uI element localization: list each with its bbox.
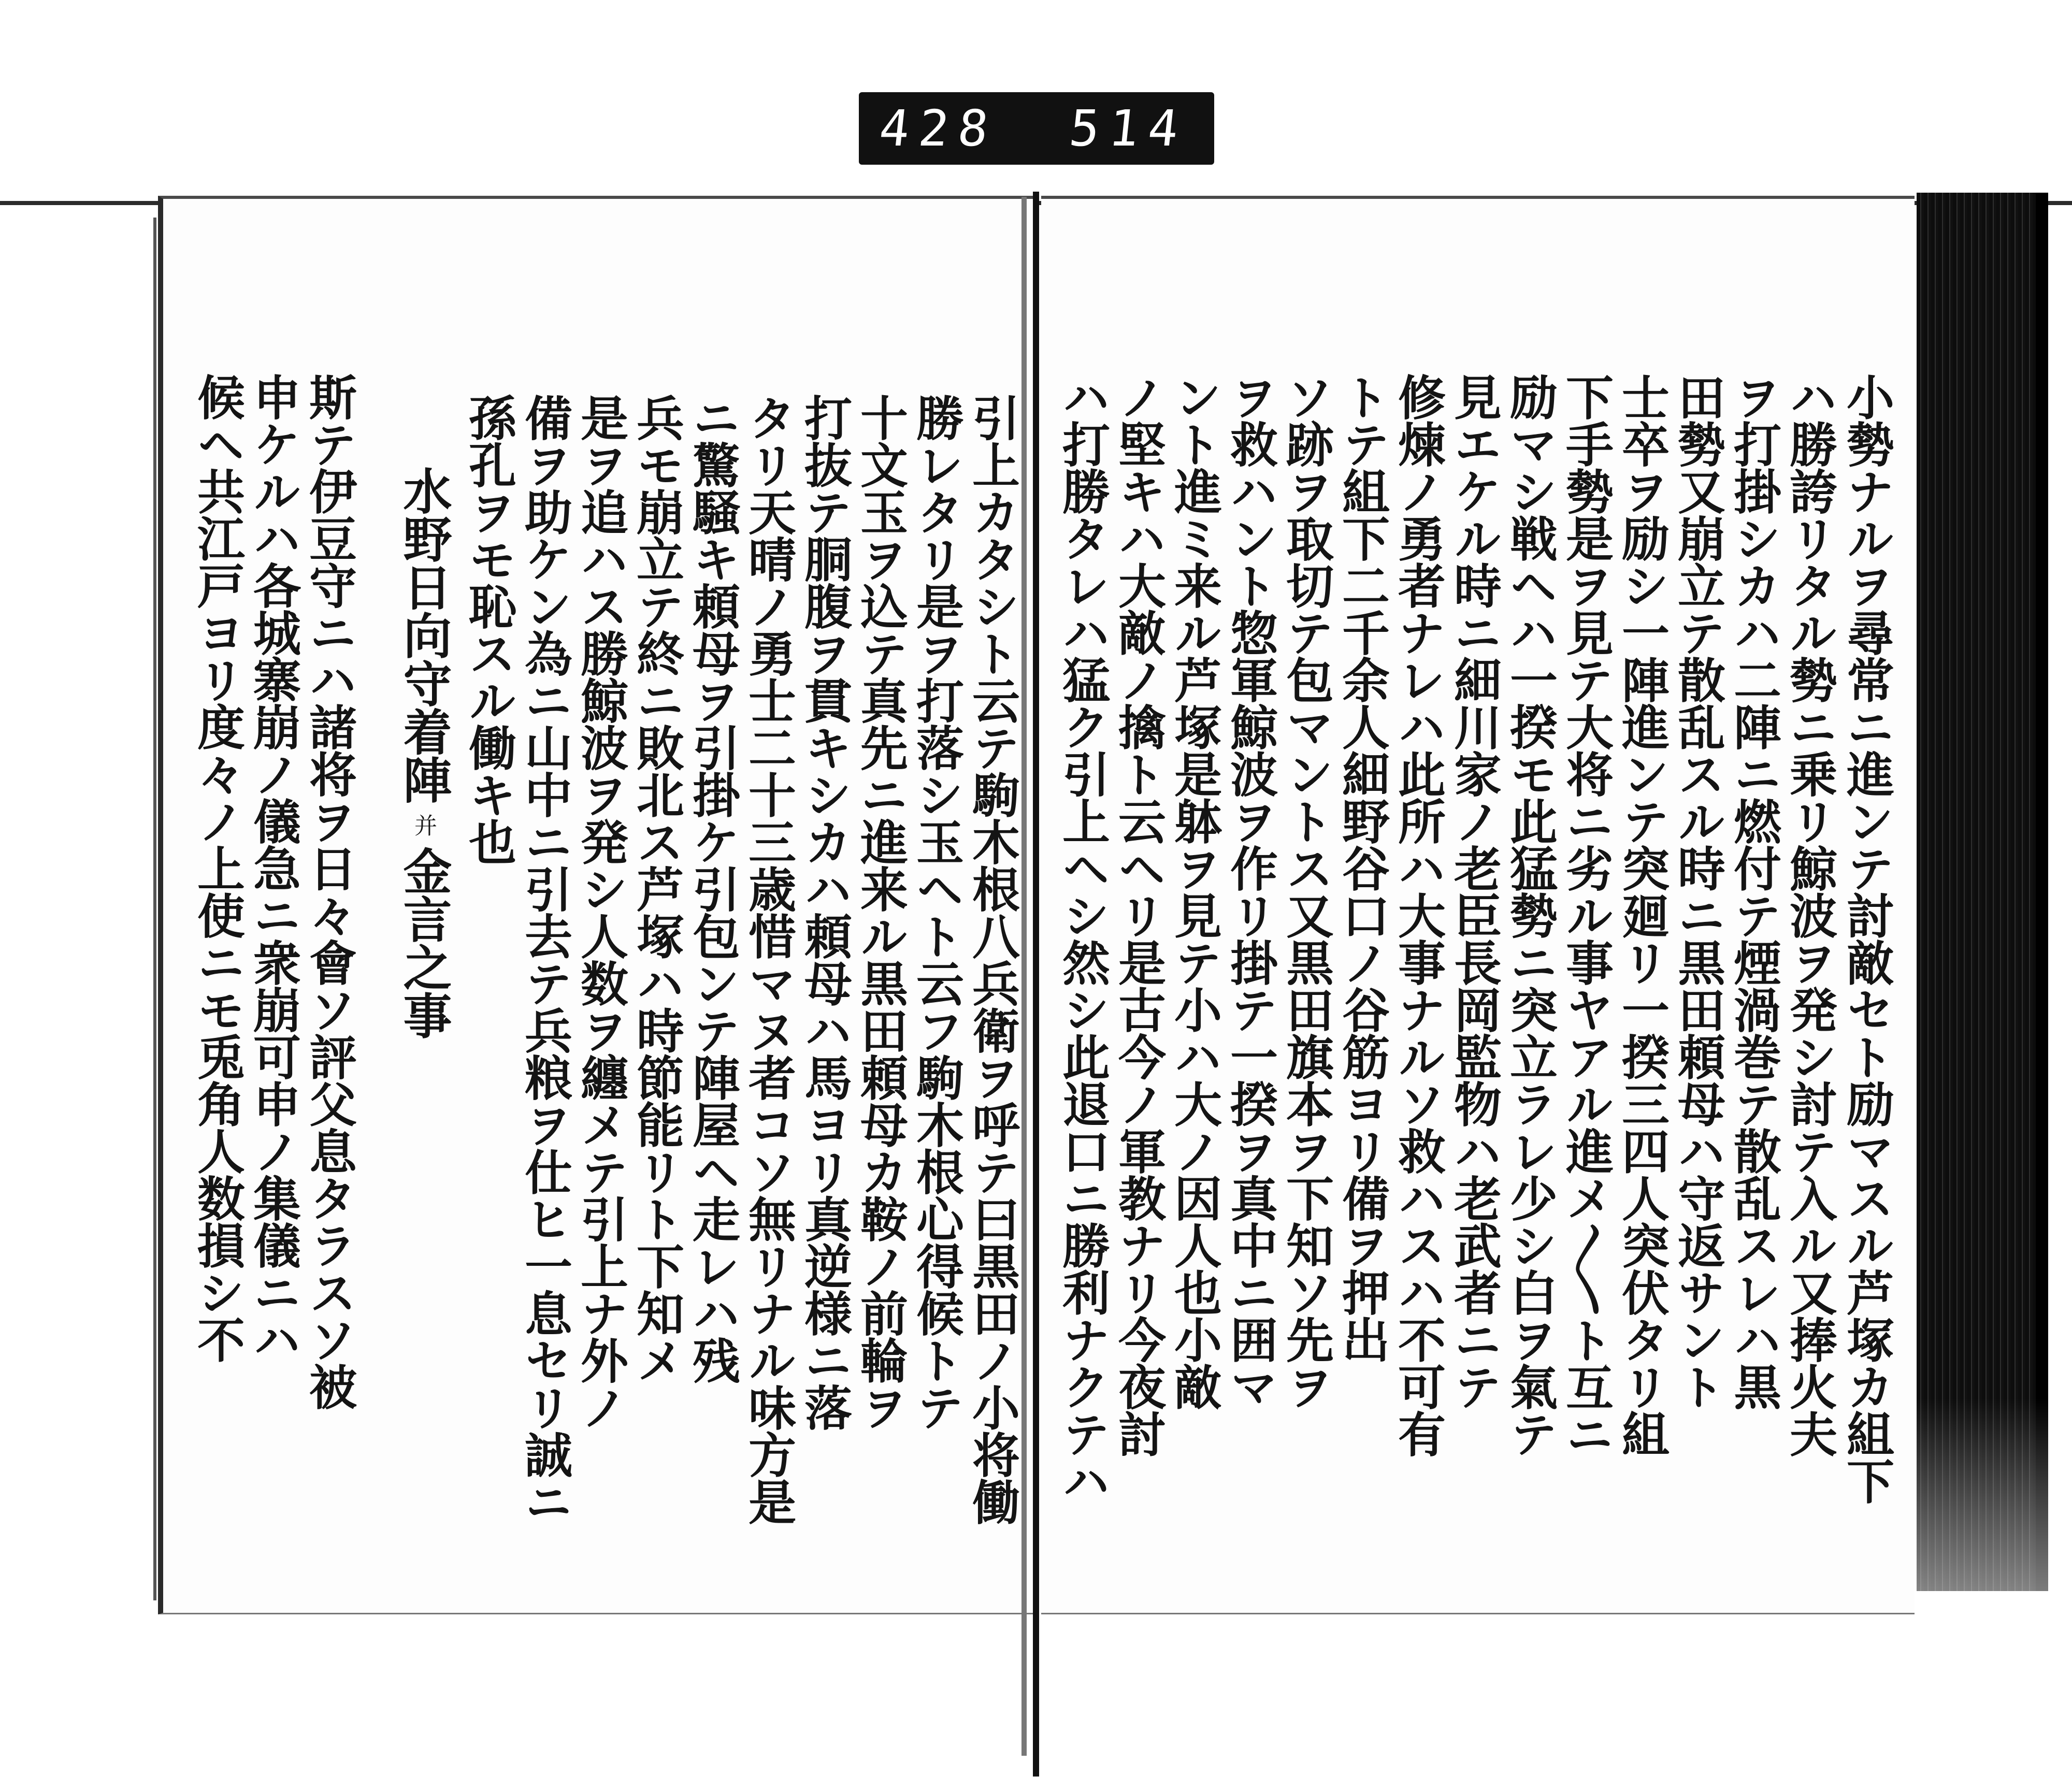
right-page-column: 士卒ヲ励シ一陣進ンテ突廻リ一揆三四人突伏タリ組 bbox=[1614, 373, 1670, 1457]
left-page-column: 引上カタシト云テ駒木根八兵衛ヲ呼テ曰黒田ノ小将働 bbox=[965, 394, 1020, 1525]
right-page-column: 修煉ノ勇者ナレハ此所ハ大事ナルソ救ハスハ不可有 bbox=[1390, 373, 1446, 1457]
right-page-column: 見エケル時ニ細川家ノ老臣長岡監物ハ老武者ニテ bbox=[1446, 373, 1502, 1410]
right-page-column: 励マシ戦ヘハ一揆モ此猛勢ニ突立ラレ少シ白ヲ氣テ bbox=[1502, 373, 1558, 1457]
right-page-column: 下手勢是ヲ見テ大将ニ劣ル事ヤアル進メ〳〵ト互ニ bbox=[1558, 373, 1614, 1457]
left-page-column: 是ヲ追ハス勝鯨波ヲ発シ人数ヲ纏メテ引上ナ外ノ bbox=[573, 394, 629, 1431]
section-heading bbox=[395, 466, 452, 1039]
left-page-column: 十文玉ヲ込テ真先ニ進来ル黒田頼母カ鞍ノ前輪ヲ bbox=[853, 394, 909, 1431]
left-page-column: 兵モ崩立テ終ニ敗北ス芦塚ハ時節能リト下知メ bbox=[629, 394, 685, 1383]
right-page-column: トテ組下二千余人細野谷口ノ谷筋ヨリ備ヲ押出 bbox=[1334, 373, 1390, 1363]
catalog-number-label bbox=[859, 92, 1214, 165]
book-gutter bbox=[1033, 192, 1039, 1776]
catalog-right-number: 514 bbox=[1066, 99, 1190, 157]
section-heading-title: 水野日向守着陣 bbox=[395, 466, 452, 803]
left-page-column: タリ天晴ノ勇士二十三歳惜マヌ者コソ無リナル味方是 bbox=[741, 394, 797, 1525]
left-page-column: ニ驚騒キ頼母ヲ引掛ケ引包ンテ陣屋ヘ走レハ残 bbox=[685, 394, 741, 1383]
left-page-column: 勝レタリ是ヲ打落シ玉ヘト云フ駒木根心得候トテ bbox=[909, 394, 965, 1431]
left-page-body-column: 斯テ伊豆守ニハ諸将ヲ日々會ソ評父息タラスソ被 bbox=[301, 373, 357, 1410]
right-page-column: ハ打勝タレハ猛ク引上ヘシ然シ此退口ニ勝利ナクテハ bbox=[1055, 373, 1111, 1504]
right-page-column: ヲ救ハント惣軍鯨波ヲ作リ掛テ一揆ヲ真中ニ囲マ bbox=[1222, 373, 1278, 1410]
right-page-column: 小勢ナルヲ尋常ニ進ンテ討敵セト励マスル芦塚カ組下 bbox=[1839, 373, 1895, 1504]
left-page-column: 打抜テ胴腹ヲ貫キシカハ頼母ハ馬ヨリ真逆様ニ落 bbox=[797, 394, 853, 1431]
section-heading-subtitle: 金言之事 bbox=[395, 846, 452, 1039]
left-page-body-column: 申ケルハ各城寨崩ノ儀急ニ衆崩可申ノ集儀ニハ bbox=[246, 373, 301, 1363]
right-page-column: ント進ミ来ル芦塚是躰ヲ見テ小ハ大ノ因人也小敵 bbox=[1167, 373, 1222, 1410]
right-page-column: ハ勝誇リタル勢ニ乗リ鯨波ヲ発シ討テ入ル又捧火夫 bbox=[1782, 373, 1838, 1457]
right-page-column: ヲ打掛シカハ二陣ニ燃付テ煙渦巻テ散乱スレハ黒 bbox=[1726, 373, 1782, 1410]
section-heading-note: 并 bbox=[410, 814, 437, 836]
left-page-edge-shadow bbox=[153, 218, 156, 1600]
left-page-column: 孫孔ヲモ恥スル働キ也 bbox=[461, 394, 517, 865]
right-page-column: ソ跡ヲ取切テ包マントス又黒田旗本ヲ下知ソ先ヲ bbox=[1278, 373, 1334, 1410]
gutter-shadow bbox=[1021, 197, 1027, 1756]
right-page-column: ノ堅キハ大敵ノ擒ト云ヘリ是古今ノ軍教ナリ今夜討 bbox=[1111, 373, 1167, 1457]
left-page-column: 備ヲ助ケン為ニ山中ニ引去テ兵粮ヲ仕ヒ一息セリ誠ニ bbox=[517, 394, 573, 1525]
left-page-body-column: 候ヘ共江戸ヨリ度々ノ上使ニモ兎角人数損シ不 bbox=[190, 373, 246, 1363]
right-page-column: 田勢又崩立テ散乱スル時ニ黒田頼母ハ守返サント bbox=[1670, 373, 1726, 1410]
page-stack-edge bbox=[1917, 193, 2048, 1591]
page-stack-fade bbox=[1917, 1398, 2048, 1616]
catalog-left-number: 428 bbox=[876, 99, 1001, 157]
